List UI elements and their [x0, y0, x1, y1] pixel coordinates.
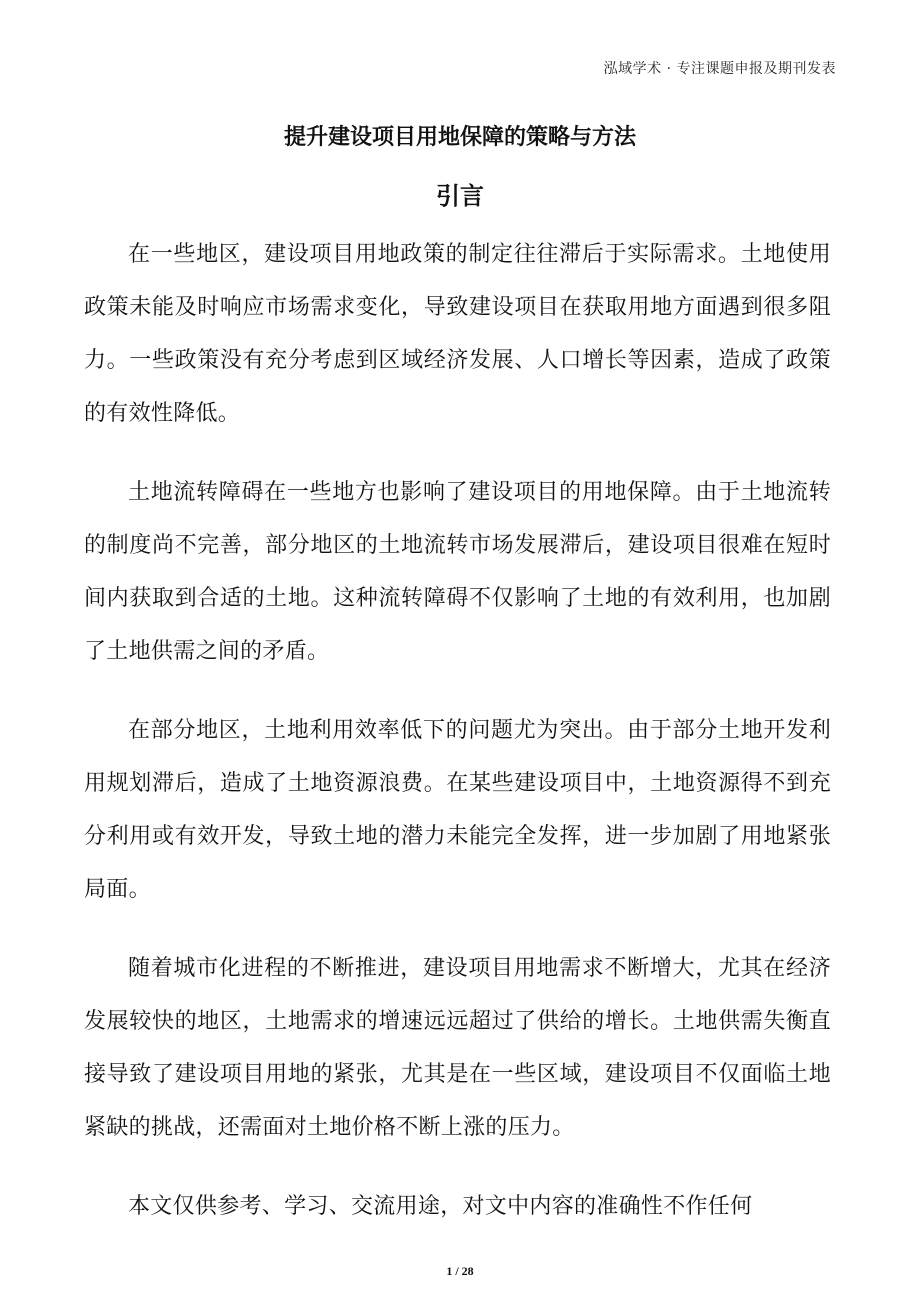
page-header: 泓域学术 · 专注课题申报及期刊发表: [603, 61, 836, 77]
paragraph-1: 在一些地区，建设项目用地政策的制定往往滞后于实际需求。土地使用政策未能及时响应市场需求变化，导致建设项目在获取用地方面遇到很多阻力。一些政策没有充分考虑到区域经济发展、人口增长等因素，造成了政策的有效性降低。: [84, 242, 831, 426]
document-body: [84, 228, 831, 1233]
document-title: 提升建设项目用地保障的策略与方法: [283, 125, 636, 150]
paragraph-3: 在部分地区，土地利用效率低下的问题尤为突出。由于部分土地开发利用规划滞后，造成了土地资源浪费。在某些建设项目中，土地资源得不到充分利用或有效开发，导致土地的潜力未能完全发挥，进一步加剧了用地紧张局面。: [84, 718, 831, 902]
section-heading-introduction: 引言: [436, 182, 484, 210]
paragraph-2: 土地流转障碍在一些地方也影响了建设项目的用地保障。由于土地流转的制度尚不完善，部分地区的土地流转市场发展滞后，建设项目很难在短时间内获取到合适的土地。这种流转障碍不仅影响了土地的有效利用，也加剧了土地供需之间的矛盾。: [84, 480, 831, 664]
page-number: 1 / 28: [446, 1264, 474, 1278]
paragraph-4: 随着城市化进程的不断推进，建设项目用地需求不断增大，尤其在经济发展较快的地区，土地需求的增速远远超过了供给的增长。土地供需失衡直接导致了建设项目用地的紧张，尤其是在一些区域，建设项目不仅面临土地紧缺的挑战，还需面对土地价格不断上涨的压力。: [84, 956, 831, 1140]
paragraph-5: 本文仅供参考、学习、交流用途，对文中内容的准确性不作任何: [128, 1194, 753, 1219]
